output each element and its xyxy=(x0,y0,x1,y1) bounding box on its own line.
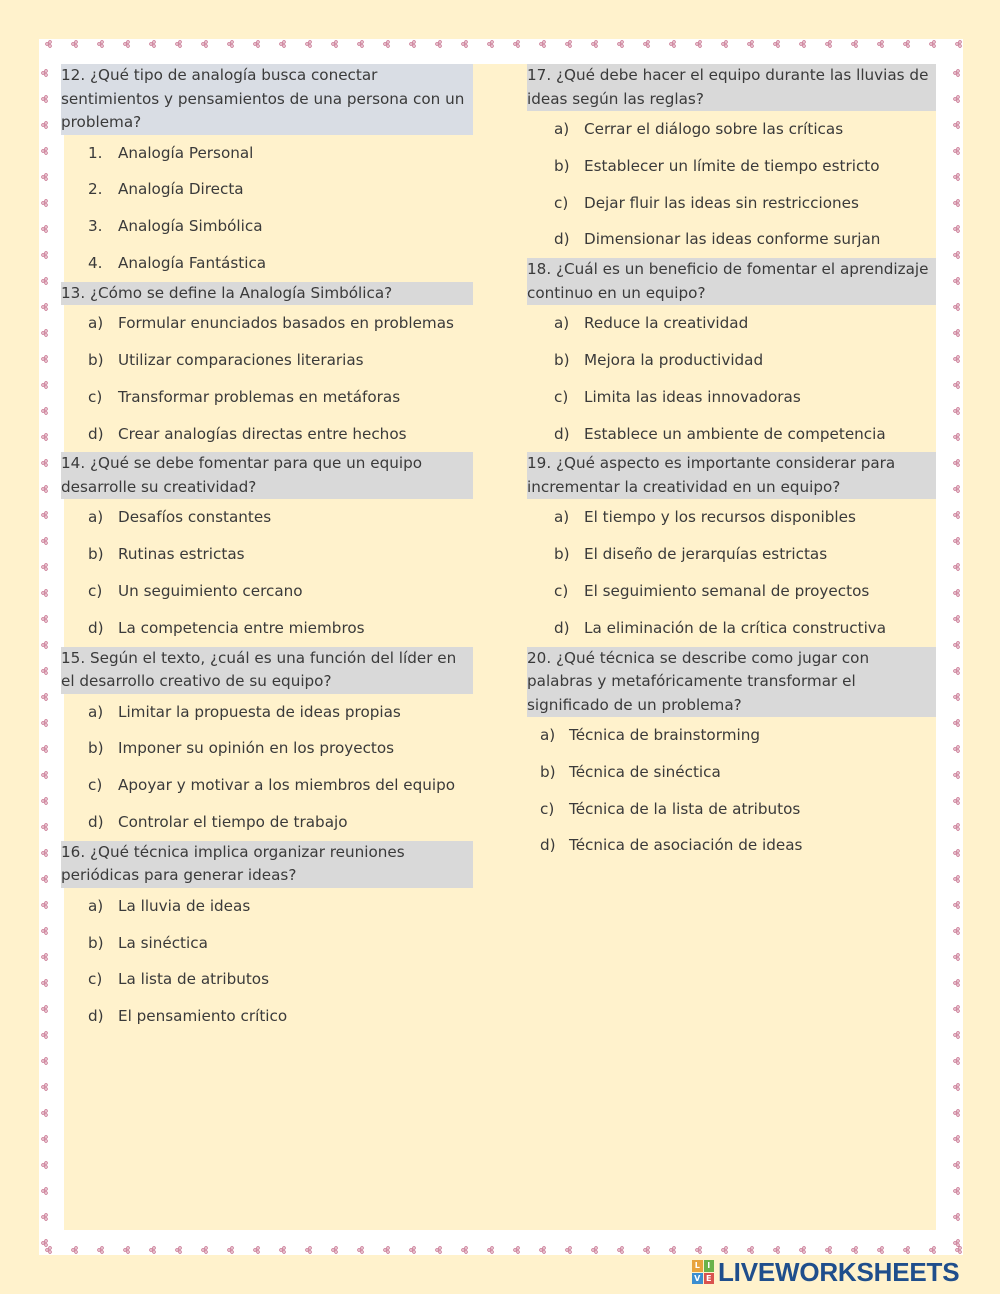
option-item[interactable] xyxy=(61,767,473,804)
option-marker: d) xyxy=(540,836,556,855)
option-text: Técnica de brainstorming xyxy=(569,726,760,745)
option-item[interactable] xyxy=(61,961,473,998)
worksheet-page xyxy=(61,64,936,1230)
option-item[interactable] xyxy=(527,185,936,222)
option-text: Utilizar comparaciones literarias xyxy=(118,350,364,369)
option-item[interactable] xyxy=(61,135,473,172)
option-text: Limitar la propuesta de ideas propias xyxy=(118,702,401,721)
logo-mark-letter: V xyxy=(692,1273,703,1285)
option-item[interactable] xyxy=(527,499,936,536)
option-text: Técnica de asociación de ideas xyxy=(569,836,803,855)
right-column xyxy=(527,64,936,864)
option-text: Controlar el tiempo de trabajo xyxy=(118,812,348,831)
option-item[interactable] xyxy=(527,416,936,453)
liveworksheets-logo[interactable] xyxy=(692,1258,959,1286)
option-item[interactable] xyxy=(61,730,473,767)
option-item[interactable] xyxy=(61,171,473,208)
option-text: Rutinas estrictas xyxy=(118,545,245,564)
option-marker: 1. xyxy=(88,143,103,162)
option-marker: c) xyxy=(554,387,569,406)
option-text: Establecer un límite de tiempo estricto xyxy=(584,156,880,175)
option-item[interactable] xyxy=(61,245,473,282)
live-mark-icon xyxy=(692,1260,714,1284)
option-marker: b) xyxy=(88,739,104,758)
option-text: La sinéctica xyxy=(118,933,208,952)
option-text: La lluvia de ideas xyxy=(118,896,251,915)
option-item[interactable] xyxy=(61,342,473,379)
options-15 xyxy=(61,694,473,841)
option-text: La competencia entre miembros xyxy=(118,618,365,637)
question-block-18 xyxy=(527,258,936,452)
option-item[interactable] xyxy=(61,573,473,610)
option-marker: b) xyxy=(554,156,570,175)
option-marker: 3. xyxy=(88,217,103,236)
option-text: El seguimiento semanal de proyectos xyxy=(584,581,870,600)
option-marker: b) xyxy=(88,545,104,564)
option-text: Dimensionar las ideas conforme surjan xyxy=(584,230,881,249)
option-marker: c) xyxy=(88,387,103,406)
option-text: Técnica de la lista de atributos xyxy=(569,799,801,818)
option-item[interactable] xyxy=(527,305,936,342)
option-marker: d) xyxy=(88,1007,104,1026)
option-text: El tiempo y los recursos disponibles xyxy=(584,508,856,527)
options-18 xyxy=(527,305,936,452)
option-item[interactable] xyxy=(527,610,936,647)
option-text: Analogía Fantástica xyxy=(118,253,267,272)
option-text: Imponer su opinión en los proyectos xyxy=(118,739,395,758)
option-text: Limita las ideas innovadoras xyxy=(584,387,801,406)
option-marker: c) xyxy=(88,581,103,600)
option-marker: a) xyxy=(554,120,570,138)
option-item[interactable] xyxy=(61,208,473,245)
option-item[interactable] xyxy=(527,573,936,610)
option-text: Reduce la creatividad xyxy=(584,314,749,333)
option-item[interactable] xyxy=(61,694,473,731)
option-marker: c) xyxy=(554,581,569,600)
options-12 xyxy=(61,135,473,282)
question-20: 20. ¿Qué técnica se describe como jugar con palabras y metafóricamente transformar el significado de un problema? xyxy=(527,647,936,718)
option-item[interactable] xyxy=(527,791,936,828)
option-marker: 4. xyxy=(88,253,103,272)
option-text: Formular enunciados basados en problemas xyxy=(118,314,454,333)
option-item[interactable] xyxy=(527,221,936,258)
option-marker: d) xyxy=(88,812,104,831)
left-column xyxy=(61,64,473,1035)
option-text: Establece un ambiente de competencia xyxy=(584,424,886,443)
option-item[interactable] xyxy=(527,111,936,148)
option-marker: b) xyxy=(554,350,570,369)
option-item[interactable] xyxy=(61,499,473,536)
option-marker: d) xyxy=(88,424,104,443)
logo-mark-letter: E xyxy=(704,1273,715,1285)
option-marker: a) xyxy=(540,726,556,745)
option-marker: b) xyxy=(88,933,104,952)
option-item[interactable] xyxy=(61,888,473,925)
option-marker: a) xyxy=(554,314,570,333)
option-marker: c) xyxy=(88,970,103,989)
option-text: Desafíos constantes xyxy=(118,508,272,527)
option-item[interactable] xyxy=(527,536,936,573)
option-text: Cerrar el diálogo sobre las críticas xyxy=(584,120,844,138)
question-block-12 xyxy=(61,64,473,282)
option-text: El diseño de jerarquías estrictas xyxy=(584,545,828,564)
options-13 xyxy=(61,305,473,452)
option-text: La eliminación de la crítica constructiva xyxy=(584,618,887,637)
option-text: Analogía Directa xyxy=(118,180,244,199)
options-19 xyxy=(527,499,936,646)
question-13: 13. ¿Cómo se define la Analogía Simbólica? xyxy=(61,282,473,306)
logo-mark-letter: I xyxy=(704,1260,715,1272)
option-item[interactable] xyxy=(61,536,473,573)
question-12: 12. ¿Qué tipo de analogía busca conectar sentimientos y pensamientos de una persona con un problema? xyxy=(61,64,473,135)
option-marker: 2. xyxy=(88,180,103,199)
option-item[interactable] xyxy=(61,305,473,342)
option-marker: b) xyxy=(540,762,556,781)
option-marker: a) xyxy=(88,896,104,915)
option-item[interactable] xyxy=(527,148,936,185)
option-marker: a) xyxy=(88,702,104,721)
option-item[interactable] xyxy=(527,754,936,791)
option-text: La lista de atributos xyxy=(118,970,269,989)
option-item[interactable] xyxy=(61,925,473,962)
options-16 xyxy=(61,888,473,1035)
option-text: Dejar fluir las ideas sin restricciones xyxy=(584,193,859,212)
options-14 xyxy=(61,499,473,646)
question-14: 14. ¿Qué se debe fomentar para que un equipo desarrolle su creatividad? xyxy=(61,452,473,499)
option-text: Analogía Personal xyxy=(118,143,254,162)
question-15: 15. Según el texto, ¿cuál es una función del líder en el desarrollo creativo de su equipo? xyxy=(61,647,473,694)
option-marker: d) xyxy=(554,618,570,637)
option-text: Crear analogías directas entre hechos xyxy=(118,424,407,443)
option-text: Mejora la productividad xyxy=(584,350,764,369)
logo-text: LIVEWORKSHEETS xyxy=(718,1256,960,1287)
option-marker: c) xyxy=(540,799,555,818)
option-item[interactable] xyxy=(527,827,936,864)
option-marker: c) xyxy=(88,776,103,795)
option-marker: a) xyxy=(88,314,104,333)
question-block-20 xyxy=(527,647,936,865)
option-text: Técnica de sinéctica xyxy=(569,762,721,781)
option-marker: a) xyxy=(88,508,104,527)
option-text: Transformar problemas en metáforas xyxy=(118,387,401,406)
option-marker: d) xyxy=(554,424,570,443)
option-item[interactable] xyxy=(61,610,473,647)
question-block-16 xyxy=(61,841,473,1035)
option-text: Apoyar y motivar a los miembros del equipo xyxy=(118,776,456,795)
question-block-13 xyxy=(61,282,473,453)
option-marker: c) xyxy=(554,193,569,212)
option-text: Un seguimiento cercano xyxy=(118,581,303,600)
option-marker: d) xyxy=(88,618,104,637)
question-block-19 xyxy=(527,452,936,646)
options-20 xyxy=(527,717,936,864)
option-marker: b) xyxy=(554,545,570,564)
question-block-17 xyxy=(527,64,936,258)
option-marker: d) xyxy=(554,230,570,249)
question-block-14 xyxy=(61,452,473,646)
option-marker: a) xyxy=(554,508,570,527)
option-marker: b) xyxy=(88,350,104,369)
option-item[interactable] xyxy=(527,342,936,379)
option-item[interactable] xyxy=(527,717,936,754)
option-item[interactable] xyxy=(61,804,473,841)
option-item[interactable] xyxy=(61,379,473,416)
option-text: El pensamiento crítico xyxy=(118,1007,288,1026)
option-item[interactable] xyxy=(61,416,473,453)
option-item[interactable] xyxy=(527,379,936,416)
logo-mark-letter: L xyxy=(692,1260,703,1272)
question-17: 17. ¿Qué debe hacer el equipo durante las lluvias de ideas según las reglas? xyxy=(527,64,936,111)
question-block-15 xyxy=(61,647,473,841)
question-19: 19. ¿Qué aspecto es importante considerar para incrementar la creatividad en un equipo? xyxy=(527,452,936,499)
question-18: 18. ¿Cuál es un beneficio de fomentar el aprendizaje continuo en un equipo? xyxy=(527,258,936,305)
option-text: Analogía Simbólica xyxy=(118,217,263,236)
question-16: 16. ¿Qué técnica implica organizar reuniones periódicas para generar ideas? xyxy=(61,841,473,888)
options-17 xyxy=(527,111,936,258)
option-item[interactable] xyxy=(61,998,473,1035)
